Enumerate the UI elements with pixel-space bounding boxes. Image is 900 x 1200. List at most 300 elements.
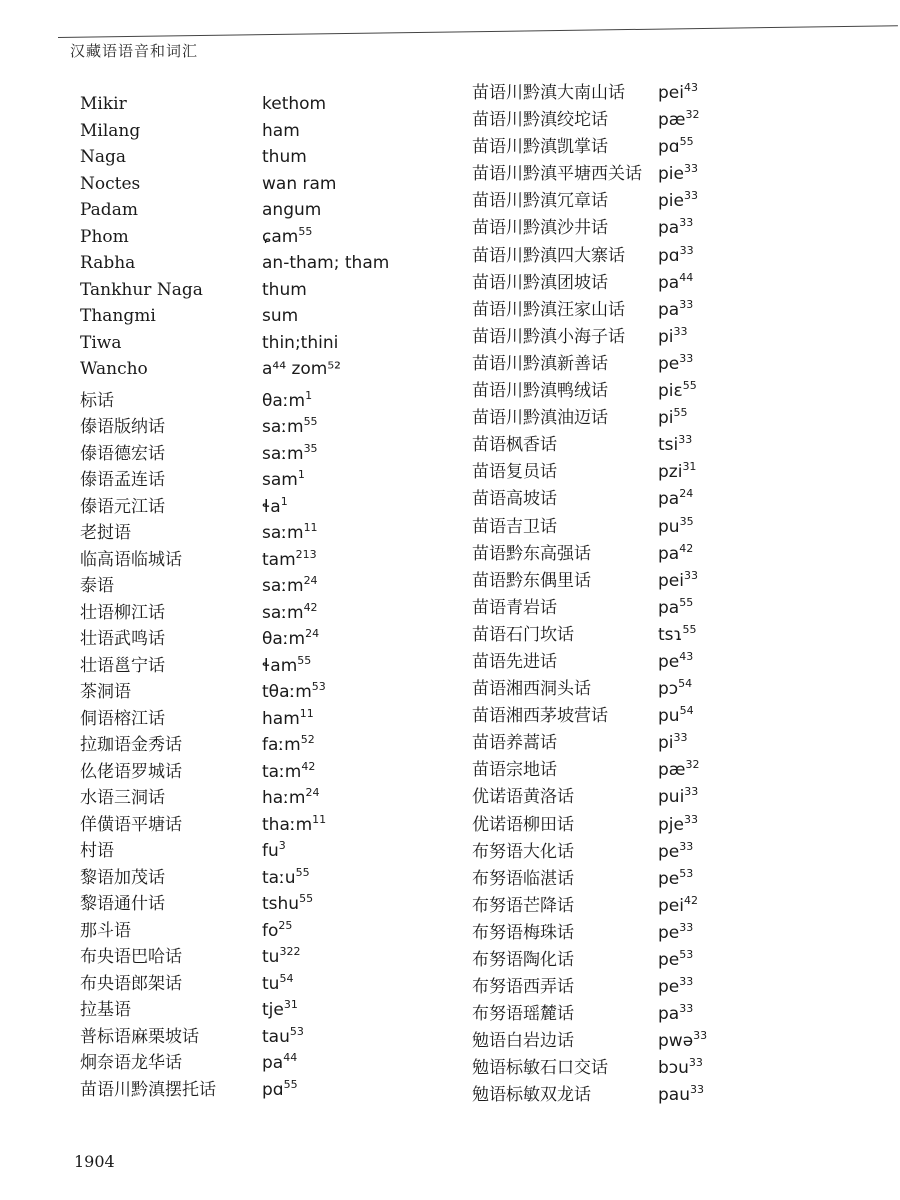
form-text: thin;thini (262, 332, 339, 353)
tone-number: 42 (303, 600, 318, 614)
tone-number: 33 (683, 812, 698, 826)
entry-row (80, 995, 480, 1022)
word-form (658, 787, 698, 807)
language-name: 标话 (80, 390, 114, 411)
entry-row (80, 651, 480, 678)
entry-row (472, 1026, 892, 1053)
form-text: saːm (262, 443, 304, 464)
tone-number: 33 (683, 162, 698, 176)
entry-row (472, 512, 892, 539)
entry-row (80, 492, 480, 519)
language-name: 优诺语柳田话 (472, 814, 574, 835)
entry-row (472, 620, 892, 647)
form-text: saːm (262, 602, 304, 623)
language-name: 苗语川黔滇大南山话 (472, 83, 625, 103)
form-text: pu (658, 706, 680, 727)
tone-number: 52 (300, 733, 315, 746)
form-text: pe (658, 353, 680, 374)
word-form (658, 812, 698, 835)
language-name: 壮语柳江话 (80, 602, 165, 623)
form-text: kethom (262, 94, 327, 114)
form-text: pa (658, 543, 680, 564)
word-form (658, 950, 693, 970)
form-text: piɛ (658, 381, 683, 402)
word-form (262, 417, 318, 437)
language-name: 苗语枫香话 (472, 435, 557, 456)
entry-row (80, 174, 480, 201)
form-text: ɕam (262, 226, 299, 247)
language-name: 壮语武鸣话 (80, 629, 165, 649)
language-name: 临高语临城话 (80, 549, 182, 570)
form-text: pe (658, 950, 680, 970)
word-form (262, 523, 318, 543)
entry-row (472, 918, 892, 945)
language-name: 炯奈语龙华话 (80, 1053, 182, 1073)
entry-row (80, 889, 480, 916)
word-form (262, 121, 300, 141)
entry-row (472, 891, 892, 918)
language-name: 拉基语 (80, 1000, 131, 1020)
word-form (658, 541, 694, 564)
language-name: Padam (80, 200, 138, 220)
tone-number: 55 (297, 653, 312, 667)
tone-number: 55 (682, 379, 697, 393)
language-name: 仫佬语罗城话 (80, 761, 182, 782)
word-form (658, 489, 693, 509)
word-form (658, 920, 694, 943)
word-form (262, 682, 326, 702)
tone-number: 55 (283, 1077, 298, 1091)
language-name: 勉语白岩边话 (472, 1031, 574, 1052)
language-name: 苗语川黔滇摆托话 (80, 1079, 216, 1100)
entry-row (80, 757, 480, 784)
language-name: 苗语川黔滇汪家山话 (472, 299, 625, 320)
language-name: 泰语 (80, 576, 114, 596)
word-form (262, 94, 326, 114)
language-name: 苗语川黔滇鸭绒话 (472, 381, 608, 402)
word-form (658, 514, 694, 537)
form-text: saːm (262, 576, 304, 596)
form-text: pa (658, 597, 680, 618)
form-text: pi (658, 408, 674, 429)
language-name: 苗语川黔滇凯掌话 (472, 137, 608, 158)
entry-row (80, 571, 480, 598)
tone-number: 11 (299, 706, 314, 720)
entry-row (472, 972, 892, 999)
tone-number: 55 (299, 892, 314, 905)
entry-row (80, 386, 480, 413)
tone-number: 55 (295, 865, 310, 879)
language-name: 苗语川黔滇冗章话 (472, 191, 608, 212)
language-name: 苗语川黔滇平塘西关话 (472, 164, 642, 185)
entry-row (472, 728, 892, 755)
language-name: 苗语复员话 (472, 462, 557, 483)
language-name: 傣语元江话 (80, 496, 165, 517)
word-form (658, 893, 698, 916)
form-text: pa (658, 489, 680, 510)
language-name: 布努语陶化话 (472, 950, 574, 970)
tone-number: 1 (305, 388, 313, 402)
word-form (262, 894, 313, 914)
tone-number: 44 (283, 1051, 298, 1064)
language-name: 壮语邕宁话 (80, 655, 165, 676)
language-name: 拉珈语金秀话 (80, 735, 182, 755)
word-form (658, 1004, 693, 1024)
tone-number: 33 (683, 189, 698, 203)
entry-row (80, 916, 480, 943)
entry-row (80, 465, 480, 492)
tone-number: 55 (303, 415, 318, 428)
form-text: tu (262, 973, 280, 994)
tone-number: 54 (279, 971, 294, 985)
language-name: 苗语高坡话 (472, 489, 557, 510)
form-text: thum (262, 147, 307, 167)
word-form (262, 841, 286, 861)
header-rule (58, 25, 898, 38)
entry-row (472, 810, 892, 837)
entry-row (472, 322, 892, 349)
tone-number: 55 (682, 622, 697, 636)
language-name: 傣语孟连话 (80, 470, 165, 490)
word-form (658, 733, 688, 753)
entry-row (80, 280, 480, 307)
form-text: pau (658, 1085, 690, 1106)
tone-number: 24 (303, 574, 318, 587)
entry-row (80, 783, 480, 810)
form-text: thaːm (262, 814, 313, 835)
entry-row (80, 121, 480, 148)
entry-row (80, 359, 480, 386)
language-name: Naga (80, 147, 127, 167)
language-name: Milang (80, 120, 141, 141)
form-text: faːm (262, 735, 301, 755)
word-form (658, 977, 693, 997)
language-name: 苗语川黔滇四大寨话 (472, 245, 625, 266)
entry-row (472, 268, 892, 295)
tone-number: 33 (679, 1002, 694, 1016)
word-form (658, 595, 694, 618)
tone-number: 33 (688, 1056, 703, 1070)
left-column (80, 94, 480, 1101)
word-form (658, 191, 698, 211)
tone-number: 33 (679, 920, 694, 934)
word-form (262, 200, 321, 220)
entry-row (472, 430, 892, 457)
language-name: 苗语川黔滇沙井话 (472, 218, 608, 239)
word-form (658, 408, 688, 428)
language-name: 普标语麻栗坡话 (80, 1026, 199, 1047)
word-form (658, 839, 694, 862)
word-form (262, 224, 313, 247)
form-text: pa (658, 272, 680, 293)
tone-number: 42 (679, 541, 694, 555)
entry-row (80, 1048, 480, 1075)
form-text: saːm (262, 417, 304, 437)
language-name: Thangmi (80, 306, 156, 326)
tone-number: 44 (679, 270, 694, 284)
language-name: 苗语湘西茅坡营话 (472, 706, 608, 727)
form-text: tam (262, 549, 296, 570)
language-name: 傣语版纳话 (80, 417, 165, 437)
entry-row (472, 837, 892, 864)
word-form (658, 324, 688, 347)
language-name: 茶洞语 (80, 682, 131, 702)
form-text: fu (262, 841, 279, 861)
word-form (658, 1085, 704, 1105)
tone-number: 11 (303, 521, 318, 534)
language-name: 布努语瑶麓话 (472, 1004, 574, 1025)
word-form (262, 918, 293, 941)
form-text: pie (658, 191, 684, 212)
entry-row (472, 782, 892, 809)
word-form (262, 706, 314, 729)
form-text: saːm (262, 523, 304, 543)
form-text: ɬa (262, 496, 281, 517)
form-text: pu (658, 516, 680, 537)
form-text: taːm (262, 761, 302, 782)
tone-number: 33 (693, 1029, 708, 1043)
entry-row (80, 730, 480, 757)
language-name: 布努语梅珠话 (472, 922, 574, 943)
entry-row (80, 439, 480, 466)
word-form (658, 137, 694, 157)
form-text: tu (262, 947, 280, 967)
tone-number: 31 (283, 998, 298, 1011)
word-form (658, 1058, 703, 1078)
entry-row (80, 333, 480, 360)
form-text: pe (658, 651, 680, 672)
word-form (262, 735, 315, 755)
form-text: pɑ (658, 137, 680, 158)
tone-number: 11 (312, 812, 327, 826)
entry-row (472, 132, 892, 159)
entry-row (80, 306, 480, 333)
word-form (262, 1000, 298, 1020)
language-name: 苗语黔东高强话 (472, 543, 591, 564)
tone-number: 54 (678, 677, 693, 691)
entry-row (80, 200, 480, 227)
tone-number: 213 (295, 547, 317, 561)
tone-number: 33 (678, 433, 693, 447)
form-text: an-tham; tham (262, 253, 390, 273)
entry-row (80, 147, 480, 174)
tone-number: 35 (303, 441, 318, 455)
language-name: 苗语吉卫话 (472, 516, 557, 537)
tone-number: 55 (679, 595, 694, 609)
form-text: pɔ (658, 679, 679, 700)
form-text: θaːm (262, 390, 306, 411)
tone-number: 43 (679, 649, 694, 663)
language-name: 布努语大化话 (472, 841, 574, 862)
word-form (658, 649, 694, 672)
word-form (262, 280, 307, 300)
form-text: ham (262, 120, 300, 141)
entry-row (472, 349, 892, 376)
tone-number: 24 (305, 786, 320, 799)
form-text: tsɿ (658, 624, 683, 645)
form-text: bɔu (658, 1058, 689, 1079)
tone-number: 54 (679, 704, 694, 718)
form-text: pei (658, 895, 684, 916)
entry-row (80, 863, 480, 890)
tone-number: 33 (673, 324, 688, 338)
form-text: pi (658, 733, 674, 754)
form-text: wan ram (262, 173, 337, 194)
tone-number: 33 (679, 243, 694, 257)
word-form (262, 470, 305, 490)
word-form (262, 333, 338, 353)
word-form (262, 1077, 298, 1100)
form-text: pɑ (262, 1079, 284, 1100)
word-form (658, 297, 694, 320)
tone-number: 53 (679, 866, 694, 880)
language-name: 苗语川黔滇绞坨话 (472, 110, 608, 131)
tone-number: 31 (682, 460, 697, 474)
tone-number: 24 (679, 487, 694, 501)
tone-number: 33 (679, 839, 694, 853)
word-form (262, 306, 298, 326)
tone-number: 53 (311, 680, 326, 693)
form-text: angum (262, 200, 322, 220)
entry-row (80, 1022, 480, 1049)
entry-row (472, 484, 892, 511)
entry-row (472, 864, 892, 891)
word-form (658, 568, 698, 591)
form-text: pie (658, 164, 684, 185)
form-text: fo (262, 920, 279, 941)
form-text: pɑ (658, 245, 680, 266)
language-name: 黎语通什话 (80, 894, 165, 914)
entry-row (472, 755, 892, 782)
word-form (658, 706, 694, 726)
word-form (262, 359, 341, 379)
word-form (262, 547, 317, 570)
tone-number: 33 (689, 1083, 704, 1097)
language-name: 佯僙语平塘话 (80, 814, 182, 835)
language-name: 优诺语黄洛话 (472, 787, 574, 808)
word-form (262, 865, 310, 888)
tone-number: 1 (297, 468, 305, 481)
word-form (658, 622, 697, 645)
form-text: pa (658, 1004, 680, 1025)
tone-number: 55 (673, 406, 688, 420)
tone-number: 35 (679, 514, 694, 528)
language-name: Tankhur Naga (80, 279, 203, 300)
language-name: 布央语郎架话 (80, 973, 182, 994)
language-name: 苗语石门坎话 (472, 624, 574, 645)
entry-row (472, 999, 892, 1026)
language-name: 那斗语 (80, 920, 131, 941)
form-text: sam (262, 470, 298, 490)
word-form (262, 1024, 304, 1047)
form-text: pe (658, 977, 680, 998)
entry-row (80, 545, 480, 572)
tone-number: 33 (683, 568, 698, 582)
form-text: pa (658, 299, 680, 320)
entry-row (472, 674, 892, 701)
tone-number: 24 (305, 627, 320, 640)
word-form (658, 110, 699, 130)
tone-number: 32 (685, 108, 700, 122)
entry-row (472, 376, 892, 403)
tone-number: 322 (279, 945, 301, 958)
language-name: Tiwa (80, 332, 122, 353)
form-text: pæ (658, 110, 686, 131)
language-name: 布努语西弄话 (472, 977, 574, 998)
entry-row (472, 945, 892, 972)
tone-number: 33 (679, 975, 694, 989)
language-name: 苗语宗地话 (472, 760, 557, 781)
tone-number: 32 (685, 758, 700, 772)
tone-number: 33 (673, 731, 688, 745)
tone-number: 25 (278, 918, 293, 932)
word-form (658, 679, 692, 699)
entry-row (472, 1080, 892, 1107)
entry-row (472, 159, 892, 186)
entry-row (80, 94, 480, 121)
form-text: pe (658, 841, 680, 862)
tone-number: 55 (298, 224, 313, 238)
word-form (262, 600, 318, 623)
form-text: ham (262, 708, 300, 729)
language-name: 布努语临湛话 (472, 868, 574, 889)
entry-row (472, 105, 892, 132)
tone-number: 33 (684, 785, 699, 799)
word-form (658, 435, 692, 455)
entry-row (80, 677, 480, 704)
word-form (262, 388, 313, 411)
word-form (262, 494, 288, 517)
page-number: 1904 (74, 1152, 115, 1171)
entry-row (472, 213, 892, 240)
entry-row (80, 598, 480, 625)
language-name: 村语 (80, 841, 114, 861)
entry-row (472, 1053, 892, 1080)
entry-row (80, 969, 480, 996)
running-header: 汉藏语语音和词汇 (70, 42, 199, 60)
form-text: pzi (658, 462, 683, 483)
entry-row (472, 566, 892, 593)
word-form (262, 947, 300, 967)
word-form (658, 351, 694, 374)
language-name: 苗语养蒿话 (472, 733, 557, 754)
word-form (658, 164, 698, 184)
tone-number: 33 (679, 351, 694, 365)
language-name: 苗语黔东偶里话 (472, 570, 591, 591)
entry-row (472, 295, 892, 322)
form-text: pe (658, 868, 680, 889)
entry-row (472, 186, 892, 213)
language-name: 苗语川黔滇新善话 (472, 353, 608, 374)
form-text: pei (658, 83, 684, 103)
entry-row (80, 412, 480, 439)
language-name: 勉语标敏双龙话 (472, 1085, 591, 1106)
form-text: tje (262, 1000, 284, 1020)
form-text: thum (262, 279, 307, 300)
word-form (658, 462, 696, 482)
word-form (262, 971, 294, 994)
entry-row (472, 647, 892, 674)
word-form (658, 760, 699, 780)
language-name: Phom (80, 226, 129, 247)
form-text: a⁴⁴ zom⁵² (262, 359, 341, 379)
form-text: pei (658, 570, 684, 591)
form-text: tsi (658, 435, 679, 456)
language-name: Wancho (80, 359, 148, 379)
language-name: 老挝语 (80, 523, 131, 543)
form-text: tshu (262, 894, 300, 914)
word-form (262, 653, 312, 676)
